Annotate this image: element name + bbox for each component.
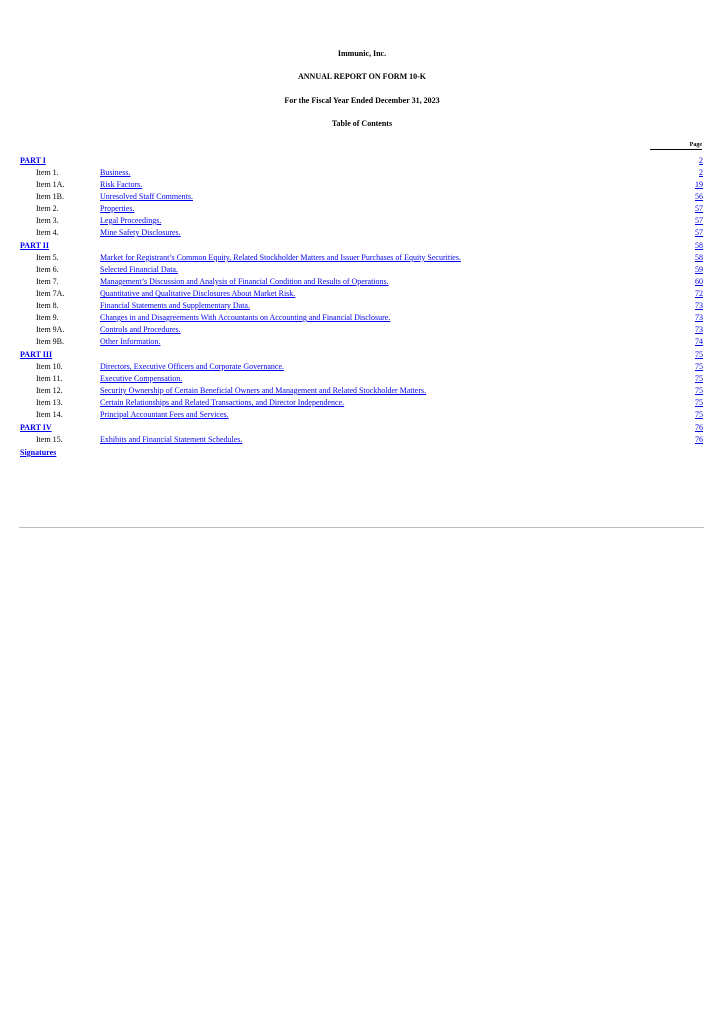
toc-page-link[interactable]: 75 [695,386,703,395]
toc-part-row [20,239,703,252]
toc-item-link[interactable]: Certain Relationships and Related Transactions, and Director Independence. [100,398,345,407]
toc-item-link[interactable]: Controls and Procedures. [100,325,181,334]
toc-item-row [20,397,703,409]
toc-item-row [20,300,703,312]
toc-page-link[interactable]: 73 [695,313,703,322]
toc-item-row [20,252,703,264]
toc-item-row [20,361,703,373]
page-column-header: Page [650,142,702,150]
toc-page-link[interactable]: 58 [695,241,703,250]
toc-item-link[interactable]: Quantitative and Qualitative Disclosures About Market Risk. [100,289,296,298]
toc-part-link[interactable]: PART II [20,241,49,250]
toc-item-number: Item 15. [36,435,63,444]
toc-item-link[interactable]: Other Information. [100,337,161,346]
toc-item-row [20,409,703,421]
toc-item-row [20,312,703,324]
toc-item-row [20,264,703,276]
toc-item-number: Item 9B. [36,337,64,346]
toc-item-number: Item 1. [36,168,59,177]
toc-heading: Table of Contents [331,119,393,128]
toc-part-link[interactable]: PART IV [20,423,52,432]
toc-item-row [20,434,703,446]
toc-part-row [20,446,703,459]
toc-item-row [20,373,703,385]
toc-page-link[interactable]: 75 [695,374,703,383]
toc-item-number: Item 12. [36,386,63,395]
toc-item-link[interactable]: Exhibits and Financial Statement Schedules. [100,435,243,444]
toc-page-link[interactable]: 75 [695,350,703,359]
toc-page-link[interactable]: 60 [695,277,703,286]
fiscal-year-line: For the Fiscal Year Ended December 31, 2023 [284,96,440,105]
toc-item-link[interactable]: Principal Accountant Fees and Services. [100,410,229,419]
toc-item-number: Item 2. [36,204,59,213]
toc-item-row [20,227,703,239]
toc-item-row [20,385,703,397]
toc-item-link[interactable]: Financial Statements and Supplementary Data. [100,301,250,310]
toc-item-row [20,288,703,300]
toc-item-number: Item 11. [36,374,63,383]
toc-item-row [20,179,703,191]
toc-page-link[interactable]: 75 [695,398,703,407]
toc-item-number: Item 10. [36,362,63,371]
toc-item-link[interactable]: Security Ownership of Certain Beneficial Owners and Management and Related Stockholder Matters. [100,386,427,395]
toc-page-link[interactable]: 57 [695,216,703,225]
toc-page-link[interactable]: 56 [695,192,703,201]
toc-part-row [20,154,703,167]
toc-item-row [20,203,703,215]
toc-part-row [20,421,703,434]
toc-page-link[interactable]: 59 [695,265,703,274]
toc-item-row [20,167,703,179]
toc-item-link[interactable]: Management’s Discussion and Analysis of Financial Condition and Results of Operations. [100,277,389,286]
toc-item-number: Item 6. [36,265,59,274]
toc-page-link[interactable]: 76 [695,435,703,444]
toc-item-number: Item 13. [36,398,63,407]
table-of-contents [20,154,703,459]
toc-page-link[interactable]: 72 [695,289,703,298]
toc-part-row [20,348,703,361]
toc-item-link[interactable]: Properties. [100,204,135,213]
toc-item-row [20,324,703,336]
toc-item-link[interactable]: Risk Factors. [100,180,143,189]
toc-item-number: Item 8. [36,301,59,310]
toc-item-number: Item 9A. [36,325,65,334]
toc-page-link[interactable]: 57 [695,204,703,213]
toc-part-link[interactable]: PART I [20,156,46,165]
toc-item-link[interactable]: Business. [100,168,131,177]
toc-item-number: Item 4. [36,228,59,237]
toc-page-link[interactable]: 19 [695,180,703,189]
toc-item-link[interactable]: Executive Compensation. [100,374,183,383]
toc-item-number: Item 7. [36,277,59,286]
toc-page-link[interactable]: 58 [695,253,703,262]
toc-item-row [20,191,703,203]
toc-item-link[interactable]: Directors, Executive Officers and Corporate Governance. [100,362,284,371]
toc-item-number: Item 1B. [36,192,64,201]
page-divider [19,527,704,528]
toc-page-link[interactable]: 57 [695,228,703,237]
toc-item-number: Item 7A. [36,289,65,298]
report-title: ANNUAL REPORT ON FORM 10-K [297,72,426,81]
toc-item-link[interactable]: Changes in and Disagreements With Accountants on Accounting and Financial Disclosure. [100,313,391,322]
toc-part-link[interactable]: Signatures [20,448,57,457]
toc-item-number: Item 14. [36,410,63,419]
toc-item-number: Item 5. [36,253,59,262]
toc-item-link[interactable]: Mine Safety Disclosures. [100,228,181,237]
toc-item-link[interactable]: Selected Financial Data. [100,265,178,274]
toc-item-link[interactable]: Market for Registrant’s Common Equity, Related Stockholder Matters and Issuer Purchases of Equity Securities. [100,253,461,262]
toc-page-link[interactable]: 74 [695,337,703,346]
toc-page-link[interactable]: 75 [695,410,703,419]
toc-item-row [20,215,703,227]
toc-item-row [20,276,703,288]
toc-item-link[interactable]: Unresolved Staff Comments. [100,192,193,201]
toc-item-number: Item 1A. [36,180,65,189]
toc-page-link[interactable]: 2 [699,168,703,177]
toc-item-row [20,336,703,348]
toc-page-link[interactable]: 73 [695,301,703,310]
toc-page-link[interactable]: 75 [695,362,703,371]
toc-item-number: Item 3. [36,216,59,225]
toc-item-link[interactable]: Legal Proceedings. [100,216,162,225]
toc-page-link[interactable]: 2 [699,156,703,165]
toc-page-link[interactable]: 73 [695,325,703,334]
company-name: Immunic, Inc. [337,49,387,58]
toc-page-link[interactable]: 76 [695,423,703,432]
toc-part-link[interactable]: PART III [20,350,53,359]
toc-item-number: Item 9. [36,313,59,322]
